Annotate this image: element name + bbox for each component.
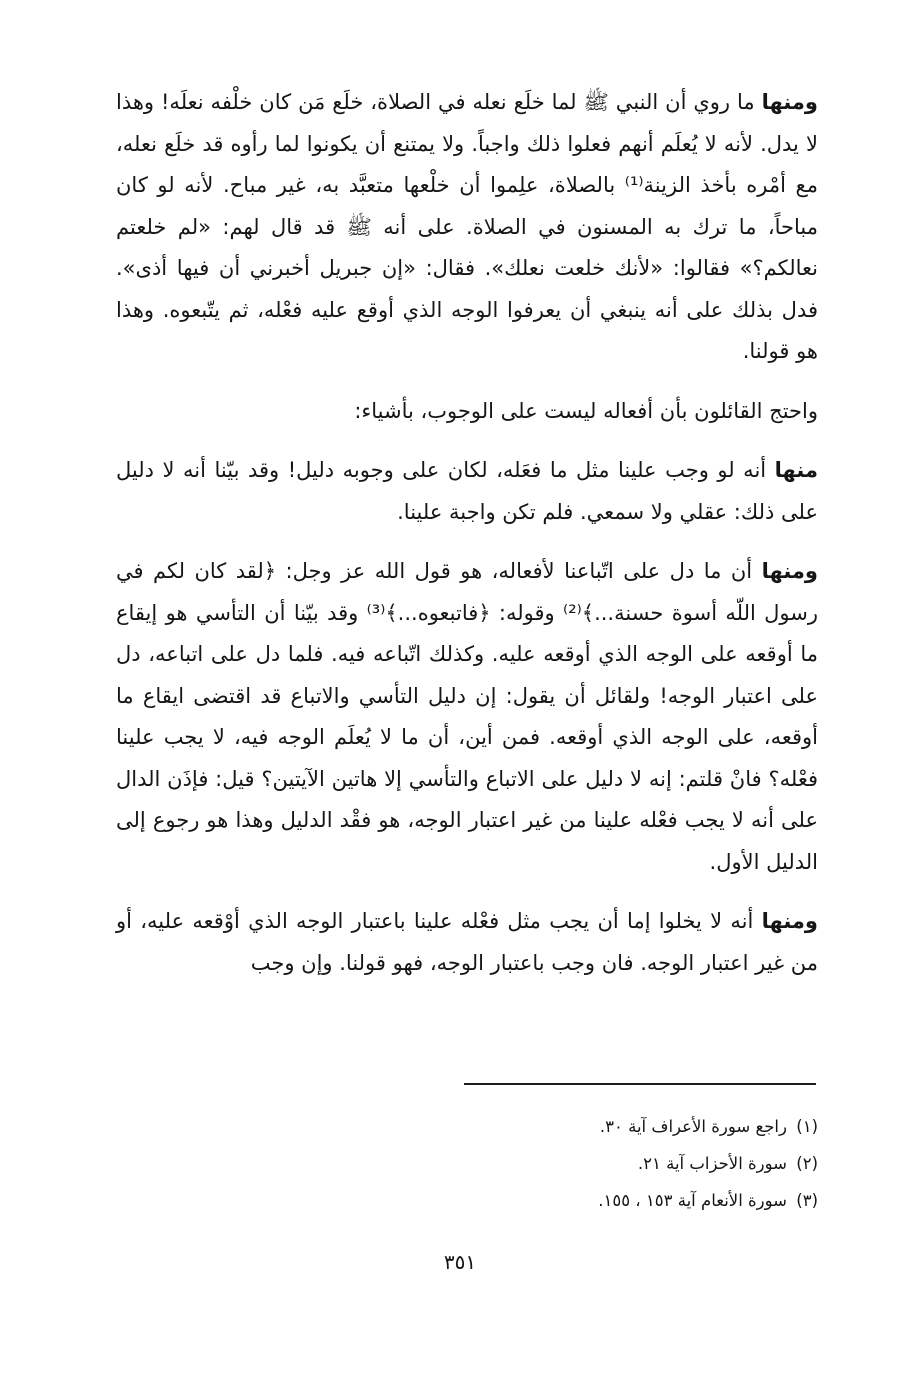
- footnote-separator: [464, 1083, 816, 1085]
- paragraph-body: أن ما دل على اتّباعنا لأفعاله، هو قول الله عز وجل: ﴿لقد كان لكم في رسول اللّه أسوة حسنة...﴾⁽²⁾ وقوله: ﴿فاتبعوه...﴾⁽³⁾ وقد بيّنا أن التأسي هو إيقاع ما أوقعه على الوجه الذي أوقعه عليه. وكذلك اتّباعه فيه. فلما دل على اتباعه، دل على اعتبار الوجه! ولقائل أن يقول: إن دليل التأسي والاتباع قد اقتضى ايقاع ما أوقعه، على الوجه الذي أوقعه. فمن أين، أن ما لا يُعلَم الوجه فيه، لا يجب علينا فعْله؟ فانْ قلتم: إنه لا دليل على الاتباع والتأسي إلا هاتين الآيتين؟ قيل: فإذَن الدال على أنه لا يجب فعْله علينا من غير اعتبار الوجه، هو فقْد الدليل وهذا هو رجوع إلى الدليل الأول.: [116, 559, 818, 874]
- paragraph-body: أنه لو وجب علينا مثل ما فعَله، لكان على وجوبه دليل! وقد بيّنا أنه لا دليل على ذلك: عقلي ولا سمعي. فلم تكن واجبة علينا.: [116, 458, 818, 524]
- paragraph-lead-word: ومنها: [761, 909, 818, 933]
- paragraph-5: [116, 901, 818, 984]
- paragraph-1: [116, 82, 818, 373]
- footnote-2: [398, 1145, 818, 1182]
- footnote-number: (١): [796, 1117, 818, 1136]
- paragraph-4: [116, 551, 818, 883]
- paragraph-2: [116, 391, 818, 433]
- paragraph-body: واحتج القائلون بأن أفعاله ليست على الوجوب، بأشياء:: [354, 398, 818, 423]
- footnotes: [398, 1108, 818, 1219]
- paragraph-body: ما روي أن النبي ﷺ لما خلَع نعله في الصلاة، خلَع مَن كان خلْفه نعلَه! وهذا لا يدل. لأنه لا يُعلَم أنهم فعلوا ذلك واجباً. ولا يمتنع أن يكونوا لما رأوه قد خلَع نعله، مع أمْره بأخذ الزينة⁽¹⁾ بالصلاة، علِموا أن خلْعها متعبَّد به، غير مباح. لأنه لو كان مباحاً، ما ترك به المسنون في الصلاة. على أنه ﷺ قد قال لهم: «لم خلعتم نعالكم؟» فقالوا: «لأنك خلعت نعلك». فقال: «إن جبريل أخبرني أن فيها أذى». فدل بذلك على أنه ينبغي أن يعرفوا الوجه الذي أوقع عليه فعْله، ثم يتّبعوه. وهذا هو قولنا.: [116, 90, 818, 363]
- footnote-3: [398, 1182, 818, 1219]
- main-text-block: [116, 82, 818, 984]
- footnote-text: سورة الأنعام آية ١٥٣ ، ١٥٥.: [598, 1191, 787, 1210]
- footnote-number: (٢): [796, 1154, 818, 1173]
- footnote-text: راجع سورة الأعراف آية ٣٠.: [599, 1117, 787, 1136]
- footnote-1: [398, 1108, 818, 1145]
- paragraph-3: [116, 450, 818, 533]
- paragraph-lead-word: ومنها: [761, 559, 818, 583]
- footnote-number: (٣): [796, 1191, 818, 1210]
- page-number: ٣٥١: [443, 1250, 477, 1274]
- paragraph-body: أنه لا يخلوا إما أن يجب مثل فعْله علينا باعتبار الوجه الذي أوْقعه عليه، أو من غير اعتبار الوجه. فان وجب باعتبار الوجه، فهو قولنا. وإن وجب: [116, 909, 818, 975]
- paragraph-lead-word: منها: [774, 458, 818, 482]
- footnote-text: سورة الأحزاب آية ٢١.: [637, 1154, 787, 1173]
- paragraph-lead-word: ومنها: [761, 90, 818, 114]
